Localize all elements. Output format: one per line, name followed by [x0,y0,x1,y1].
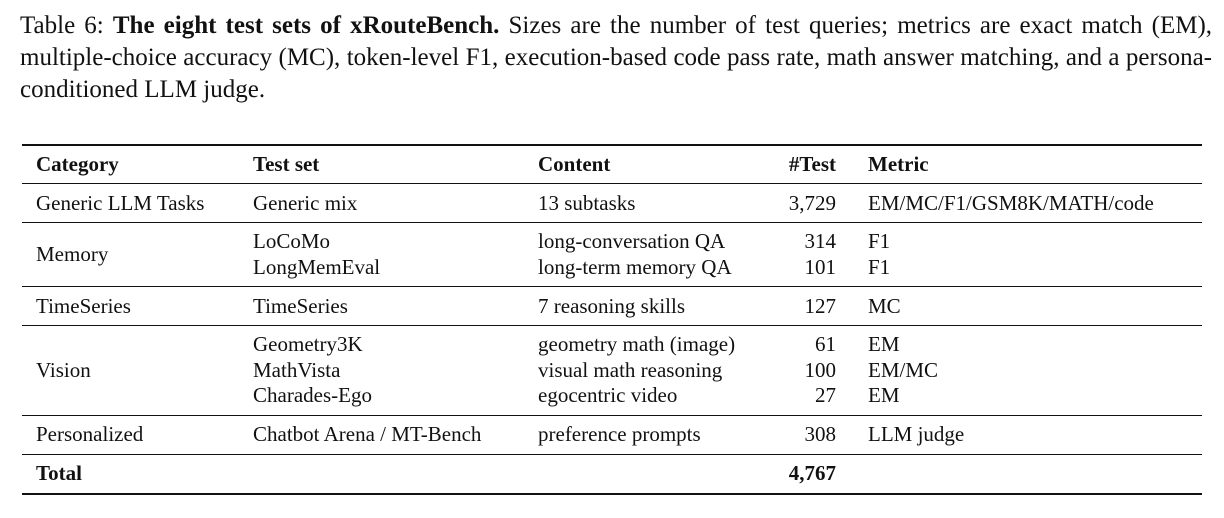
content-cell: preference prompts [538,422,701,446]
empty-cell [538,454,768,494]
table-row [22,326,1202,416]
content-text: geometry math (image) [538,332,736,356]
content-cell [538,326,768,416]
content-cell: 7 reasoning skills [538,293,685,318]
test-set-name: Charades-Ego [253,383,372,407]
metric-cell [836,223,1202,287]
table-row [22,184,1202,223]
test-count-cell: 127 [804,293,836,318]
test-count: 314 [804,229,836,253]
header-content: Content [538,152,611,176]
category-cell: Vision [36,357,91,382]
content-cell: 13 subtasks [538,190,636,215]
test-set-cell [253,326,538,416]
test-set-cell: TimeSeries [253,293,348,318]
caption-label: Table 6: [20,12,104,39]
metric-text: EM [868,383,900,407]
test-set-cell [253,223,538,287]
table-row [22,287,1202,326]
table-row [22,223,1202,287]
metric-cell: LLM judge [868,422,965,446]
test-set-cell: Generic mix [253,190,358,215]
test-count-cell: 308 [804,422,836,446]
test-set-name: LoCoMo [253,229,331,253]
content-cell [538,223,768,287]
header-metric: Metric [868,152,929,176]
content-text: visual math reasoning [538,357,723,382]
caption-title: The eight test sets of xRouteBench. [112,12,500,39]
test-count: 27 [815,383,836,407]
test-set-name: MathVista [253,357,341,382]
table-caption [20,10,1212,106]
test-set-cell: Chatbot Arena / MT-Bench [253,422,482,446]
test-set-name: Geometry3K [253,332,363,356]
test-count: 100 [804,357,836,382]
total-label: Total [36,461,82,485]
test-count-cell: 3,729 [788,190,836,215]
metric-text: F1 [868,229,891,253]
header-test-set: Test set [253,152,320,176]
category-cell: Generic LLM Tasks [36,190,205,215]
test-count: 101 [804,254,836,279]
header-test-count: #Test [788,152,836,176]
caption-text: Sizes are the number of test queries; metrics are exact match (EM), multiple-choice accuracy (MC), token-level F1, execution-based code pass rate, math answer matching, and a persona-conditioned LLM judge. [20,12,1213,103]
category-cell: Memory [36,242,109,266]
metric-text: EM/MC [868,357,939,382]
content-text: long-term memory QA [538,254,732,279]
category-cell: Personalized [36,422,144,446]
content-text: egocentric video [538,383,678,407]
metric-cell: EM/MC/F1/GSM8K/MATH/code [868,190,1154,215]
metric-text: F1 [868,254,891,279]
content-text: long-conversation QA [538,229,726,253]
header-category: Category [36,152,119,176]
table-row [22,415,1202,454]
total-count: 4,767 [788,461,836,485]
metric-cell [836,326,1202,416]
total-row [22,454,1202,494]
metric-text: EM [868,332,900,356]
category-cell: TimeSeries [36,293,131,318]
header-row [22,145,1202,184]
metric-cell: MC [868,293,901,318]
test-count: 61 [815,332,836,356]
test-set-name: LongMemEval [253,254,381,279]
test-count-cell [768,326,836,416]
empty-cell [253,454,538,494]
benchmark-table [22,144,1202,495]
empty-cell [836,454,1202,494]
test-count-cell [768,223,836,287]
